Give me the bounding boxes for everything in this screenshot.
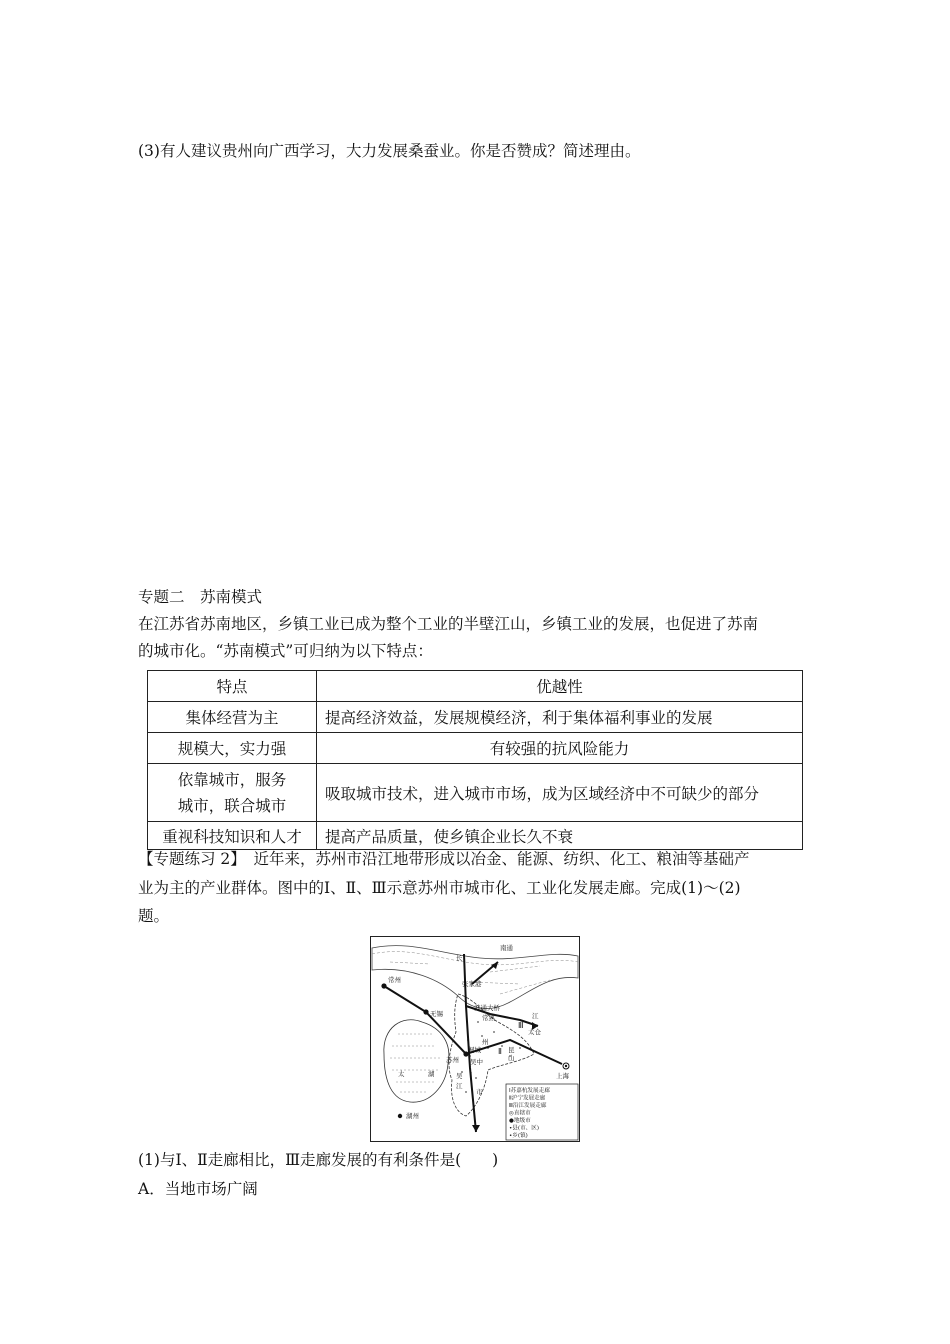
label-hu: 湖 [428, 1070, 435, 1078]
table-row [148, 822, 803, 850]
label-zhangjiagang: 张家港 [462, 980, 482, 988]
huzhou-dot [398, 1114, 402, 1118]
label-nantong: 南通 [500, 944, 513, 952]
legend-item: •乡(镇) [509, 1133, 528, 1139]
label-wuxi: 无锡 [430, 1010, 443, 1018]
suzhou-corridor-map [370, 936, 580, 1142]
label-tongcheng: 桐城 [468, 1046, 481, 1054]
label-shanghai: 上海 [556, 1072, 569, 1080]
label-taicang: 太仓 [528, 1028, 541, 1036]
practice-line-1: 【专题练习 2】 近年来，苏州市沿江地带形成以冶金、能源、纺织、化工、粮油等基础产 [138, 850, 750, 868]
label-tai: 太 [398, 1070, 405, 1078]
intro-line-1: 在江苏省苏南地区，乡镇工业已成为整个工业的半壁江山，乡镇工业的发展，也促进了苏南 [138, 615, 759, 633]
label-jiang2: 江 [456, 1082, 463, 1090]
table-header: 特点 [148, 671, 317, 702]
table-row [148, 702, 803, 733]
changzhou-dot [381, 983, 386, 988]
table-cell-feature [148, 764, 317, 822]
wuxi-dot [423, 1009, 428, 1014]
practice-line-2: 业为主的产业群体。图中的Ⅰ、Ⅱ、Ⅲ示意苏州市城市化、工业化发展走廊。完成(1)～(2) [138, 879, 741, 897]
label-zhou: 州 [482, 1038, 489, 1046]
label-roman-2: Ⅱ [498, 1047, 502, 1056]
table-header: 优越性 [317, 671, 803, 702]
option-a: A．当地市场广阔 [138, 1180, 258, 1198]
legend-item: Ⅰ苏嘉杭发展走廊 [509, 1088, 550, 1094]
table-cell-advantage: 有较强的抗风险能力 [317, 733, 803, 764]
label-changzhou: 常州 [388, 976, 401, 984]
label-suzhou: 苏州 [446, 1056, 459, 1064]
legend-item: Ⅲ沿江发展走廊 [509, 1103, 547, 1109]
question-3: (3)有人建议贵州向广西学习，大力发展桑蚕业。你是否赞成？简述理由。 [138, 142, 641, 160]
map-legend [506, 1084, 578, 1140]
label-jiang: 江 [532, 1012, 539, 1020]
label-wu: 吴 [456, 1072, 463, 1080]
label-changshu: 常熟 [482, 1014, 495, 1022]
practice-line-3: 题。 [138, 907, 170, 925]
table-row [148, 733, 803, 764]
table-row [148, 764, 803, 822]
table-cell-advantage: 提高产品质量，使乡镇企业长久不衰 [317, 822, 803, 850]
legend-item: ●地级市 [509, 1118, 531, 1124]
label-kunshan-a: 昆 [508, 1046, 515, 1054]
label-kunshan-b: 山 [508, 1054, 515, 1062]
table-cell-advantage: 吸取城市技术，进入城市市场，成为区域经济中不可缺少的部分 [317, 764, 803, 822]
label-roman-1: Ⅰ [470, 1071, 473, 1080]
label-shi: 市 [476, 1088, 483, 1096]
sub-question-stem: (1)与Ⅰ、Ⅱ走廊相比，Ⅲ走廊发展的有利条件是( ) [138, 1151, 499, 1169]
label-wuzhong: 吴中 [470, 1058, 483, 1066]
table-cell-feature: 集体经营为主 [148, 702, 317, 733]
features-table [147, 670, 803, 850]
label-sutong-bridge: 苏通大桥 [474, 1004, 500, 1012]
legend-item: ◎直辖市 [509, 1110, 531, 1117]
section-title: 专题二 苏南模式 [138, 588, 263, 606]
table-cell-advantage: 提高经济效益，发展规模经济，利于集体福利事业的发展 [317, 702, 803, 733]
legend-item: •县(市、区) [509, 1125, 540, 1132]
label-chang: 长 [456, 954, 463, 962]
table-cell-feature: 重视科技知识和人才 [148, 822, 317, 850]
table-cell-feature: 规模大，实力强 [148, 733, 317, 764]
intro-line-2: 的城市化。“苏南模式”可归纳为以下特点： [138, 642, 433, 660]
feature-line-1: 依靠城市，服务 [177, 770, 287, 789]
legend-item: Ⅱ沪宁发展走廊 [509, 1095, 546, 1102]
label-huzhou: 湖州 [406, 1112, 419, 1120]
feature-line-2: 城市，联合城市 [177, 796, 287, 815]
label-roman-3: Ⅲ [518, 1021, 524, 1030]
